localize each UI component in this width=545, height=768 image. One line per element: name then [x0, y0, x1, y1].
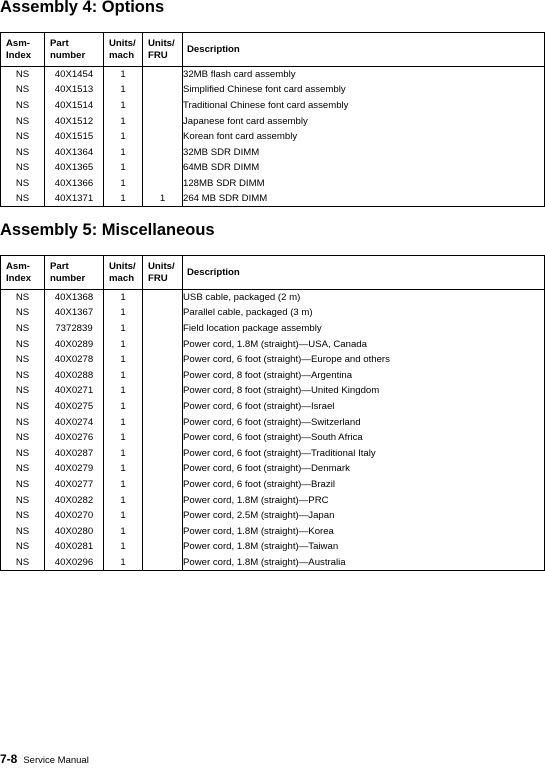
description-cell: Power cord, 1.8M (straight)—Korea [183, 523, 545, 539]
part-number-cell: 40X0296 [45, 555, 104, 571]
units-mach-cell: 1 [104, 67, 143, 83]
description-cell: Power cord, 1.8M (straight)—USA, Canada [183, 336, 545, 352]
asm-index-cell: NS [1, 461, 45, 477]
asm-index-cell: NS [1, 352, 45, 368]
units-fru-cell [143, 321, 183, 337]
col-header-asm-index [1, 33, 45, 67]
units-mach-cell: 1 [104, 367, 143, 383]
header-line: Asm- [6, 37, 30, 49]
units-mach-cell: 1 [104, 492, 143, 508]
description-cell: Power cord, 1.8M (straight)—Taiwan [183, 539, 545, 555]
assembly5-table [0, 255, 545, 571]
description-cell: Simplified Chinese font card assembly [183, 82, 545, 98]
asm-index-cell: NS [1, 82, 45, 98]
units-mach-cell: 1 [104, 176, 143, 192]
header-line: Units/ [148, 260, 175, 272]
description-cell: Power cord, 6 foot (straight)—Europe and others [183, 352, 545, 368]
asm-index-cell: NS [1, 321, 45, 337]
description-cell: Power cord, 1.8M (straight)—Australia [183, 555, 545, 571]
units-mach-cell: 1 [104, 290, 143, 306]
units-mach-cell: 1 [104, 445, 143, 461]
part-number-cell: 40X1514 [45, 98, 104, 114]
units-mach-cell: 1 [104, 383, 143, 399]
table-row [1, 176, 545, 192]
asm-index-cell: NS [1, 414, 45, 430]
assembly5-title: Assembly 5: Miscellaneous [0, 221, 215, 239]
asm-index-cell: NS [1, 305, 45, 321]
part-number-cell: 40X0287 [45, 445, 104, 461]
description-cell: Power cord, 6 foot (straight)—Brazil [183, 477, 545, 493]
units-mach-cell: 1 [104, 461, 143, 477]
asm-index-cell: NS [1, 336, 45, 352]
table-row [1, 477, 545, 493]
units-fru-cell [143, 430, 183, 446]
description-cell: USB cable, packaged (2 m) [183, 290, 545, 306]
page-number: 7-8 [0, 752, 18, 766]
col-header-description: Description [183, 256, 545, 290]
description-cell: Power cord, 6 foot (straight)—Israel [183, 399, 545, 415]
description-cell: Traditional Chinese font card assembly [183, 98, 545, 114]
header-line: Units/ [109, 37, 136, 49]
description-cell: Field location package assembly [183, 321, 545, 337]
units-mach-cell: 1 [104, 523, 143, 539]
units-fru-cell [143, 555, 183, 571]
part-number-cell: 40X1365 [45, 160, 104, 176]
description-cell: Power cord, 8 foot (straight)—United Kingdom [183, 383, 545, 399]
page-footer [0, 750, 89, 768]
col-header-units-mach [104, 33, 143, 67]
part-number-cell: 7372839 [45, 321, 104, 337]
table-row [1, 523, 545, 539]
units-mach-cell: 1 [104, 113, 143, 129]
part-number-cell: 40X1364 [45, 144, 104, 160]
table-header-row [1, 256, 545, 290]
part-number-cell: 40X1512 [45, 113, 104, 129]
header-line: Index [6, 49, 32, 61]
table-row [1, 160, 545, 176]
description-cell: 264 MB SDR DIMM [183, 191, 545, 207]
units-fru-cell [143, 144, 183, 160]
units-fru-cell [143, 477, 183, 493]
units-mach-cell: 1 [104, 352, 143, 368]
part-number-cell: 40X0288 [45, 367, 104, 383]
description-cell: Parallel cable, packaged (3 m) [183, 305, 545, 321]
part-number-cell: 40X0281 [45, 539, 104, 555]
part-number-cell: 40X0271 [45, 383, 104, 399]
part-number-cell: 40X0289 [45, 336, 104, 352]
table-row [1, 430, 545, 446]
description-cell: 32MB flash card assembly [183, 67, 545, 83]
units-fru-cell [143, 414, 183, 430]
description-cell: Power cord, 6 foot (straight)—Denmark [183, 461, 545, 477]
description-cell: Power cord, 2.5M (straight)—Japan [183, 508, 545, 524]
asm-index-cell: NS [1, 555, 45, 571]
table-row [1, 191, 545, 207]
part-number-cell: 40X0279 [45, 461, 104, 477]
asm-index-cell: NS [1, 98, 45, 114]
table-header-row [1, 33, 545, 67]
header-line: mach [109, 272, 135, 284]
col-header-units-fru [143, 256, 183, 290]
header-line: FRU [148, 49, 168, 61]
units-mach-cell: 1 [104, 191, 143, 207]
units-fru-cell [143, 445, 183, 461]
units-fru-cell [143, 352, 183, 368]
part-number-cell: 40X0277 [45, 477, 104, 493]
table-row [1, 539, 545, 555]
asm-index-cell: NS [1, 290, 45, 306]
description-cell: 128MB SDR DIMM [183, 176, 545, 192]
header-line: number [50, 272, 86, 284]
asm-index-cell: NS [1, 430, 45, 446]
units-fru-cell [143, 523, 183, 539]
units-mach-cell: 1 [104, 98, 143, 114]
units-mach-cell: 1 [104, 508, 143, 524]
header-line: FRU [148, 272, 168, 284]
asm-index-cell: NS [1, 539, 45, 555]
part-number-cell: 40X0275 [45, 399, 104, 415]
description-cell: 64MB SDR DIMM [183, 160, 545, 176]
units-fru-cell [143, 98, 183, 114]
asm-index-cell: NS [1, 399, 45, 415]
units-fru-cell [143, 492, 183, 508]
header-line: Units/ [109, 260, 136, 272]
table-row [1, 492, 545, 508]
table-row [1, 352, 545, 368]
asm-index-cell: NS [1, 523, 45, 539]
asm-index-cell: NS [1, 129, 45, 145]
units-fru-cell [143, 176, 183, 192]
header-line: mach [109, 49, 135, 61]
part-number-cell: 40X0274 [45, 414, 104, 430]
table-row [1, 321, 545, 337]
part-number-cell: 40X1513 [45, 82, 104, 98]
header-line: Units/ [148, 37, 175, 49]
units-mach-cell: 1 [104, 321, 143, 337]
table-row [1, 508, 545, 524]
asm-index-cell: NS [1, 113, 45, 129]
col-header-units-fru [143, 33, 183, 67]
header-line: Asm- [6, 260, 30, 272]
asm-index-cell: NS [1, 191, 45, 207]
description-cell: Japanese font card assembly [183, 113, 545, 129]
description-cell: Power cord, 6 foot (straight)—South Africa [183, 430, 545, 446]
units-fru-cell [143, 67, 183, 83]
col-header-part-number [45, 33, 104, 67]
units-fru-cell [143, 508, 183, 524]
description-cell: Power cord, 6 foot (straight)—Traditional Italy [183, 445, 545, 461]
units-fru-cell [143, 113, 183, 129]
table-row [1, 98, 545, 114]
part-number-cell: 40X0270 [45, 508, 104, 524]
col-header-description: Description [183, 33, 545, 67]
units-mach-cell: 1 [104, 144, 143, 160]
units-mach-cell: 1 [104, 477, 143, 493]
units-fru-cell: 1 [143, 191, 183, 207]
units-mach-cell: 1 [104, 336, 143, 352]
part-number-cell: 40X1515 [45, 129, 104, 145]
table-row [1, 113, 545, 129]
units-fru-cell [143, 290, 183, 306]
manual-title: Service Manual [23, 755, 89, 766]
header-line: number [50, 49, 86, 61]
part-number-cell: 40X0280 [45, 523, 104, 539]
asm-index-cell: NS [1, 492, 45, 508]
asm-index-cell: NS [1, 176, 45, 192]
description-cell: Power cord, 1.8M (straight)—PRC [183, 492, 545, 508]
units-mach-cell: 1 [104, 399, 143, 415]
asm-index-cell: NS [1, 160, 45, 176]
units-mach-cell: 1 [104, 82, 143, 98]
units-mach-cell: 1 [104, 414, 143, 430]
assembly4-table [0, 32, 545, 207]
table-row [1, 555, 545, 571]
table-row [1, 82, 545, 98]
part-number-cell: 40X0278 [45, 352, 104, 368]
table-row [1, 129, 545, 145]
units-fru-cell [143, 367, 183, 383]
table-row [1, 461, 545, 477]
asm-index-cell: NS [1, 383, 45, 399]
col-header-asm-index [1, 256, 45, 290]
asm-index-cell: NS [1, 144, 45, 160]
part-number-cell: 40X0282 [45, 492, 104, 508]
units-fru-cell [143, 82, 183, 98]
part-number-cell: 40X1371 [45, 191, 104, 207]
part-number-cell: 40X1368 [45, 290, 104, 306]
header-line: Index [6, 272, 32, 284]
table-row [1, 144, 545, 160]
units-fru-cell [143, 399, 183, 415]
table-row [1, 445, 545, 461]
col-header-units-mach [104, 256, 143, 290]
asm-index-cell: NS [1, 477, 45, 493]
units-mach-cell: 1 [104, 555, 143, 571]
units-fru-cell [143, 539, 183, 555]
units-fru-cell [143, 305, 183, 321]
part-number-cell: 40X1366 [45, 176, 104, 192]
description-cell: 32MB SDR DIMM [183, 144, 545, 160]
units-mach-cell: 1 [104, 539, 143, 555]
header-line: Part [50, 37, 69, 49]
asm-index-cell: NS [1, 67, 45, 83]
asm-index-cell: NS [1, 367, 45, 383]
units-mach-cell: 1 [104, 160, 143, 176]
units-fru-cell [143, 336, 183, 352]
table-row [1, 290, 545, 306]
header-line: Part [50, 260, 69, 272]
table-row [1, 336, 545, 352]
units-mach-cell: 1 [104, 430, 143, 446]
table-row [1, 414, 545, 430]
units-fru-cell [143, 160, 183, 176]
table-row [1, 67, 545, 83]
table-row [1, 305, 545, 321]
table-row [1, 383, 545, 399]
units-mach-cell: 1 [104, 129, 143, 145]
asm-index-cell: NS [1, 508, 45, 524]
table-row [1, 399, 545, 415]
col-header-part-number [45, 256, 104, 290]
description-cell: Power cord, 8 foot (straight)—Argentina [183, 367, 545, 383]
units-fru-cell [143, 129, 183, 145]
units-fru-cell [143, 461, 183, 477]
units-mach-cell: 1 [104, 305, 143, 321]
units-fru-cell [143, 383, 183, 399]
assembly4-title: Assembly 4: Options [0, 0, 165, 16]
table-row [1, 367, 545, 383]
part-number-cell: 40X1367 [45, 305, 104, 321]
asm-index-cell: NS [1, 445, 45, 461]
description-cell: Power cord, 6 foot (straight)—Switzerland [183, 414, 545, 430]
part-number-cell: 40X1454 [45, 67, 104, 83]
description-cell: Korean font card assembly [183, 129, 545, 145]
part-number-cell: 40X0276 [45, 430, 104, 446]
